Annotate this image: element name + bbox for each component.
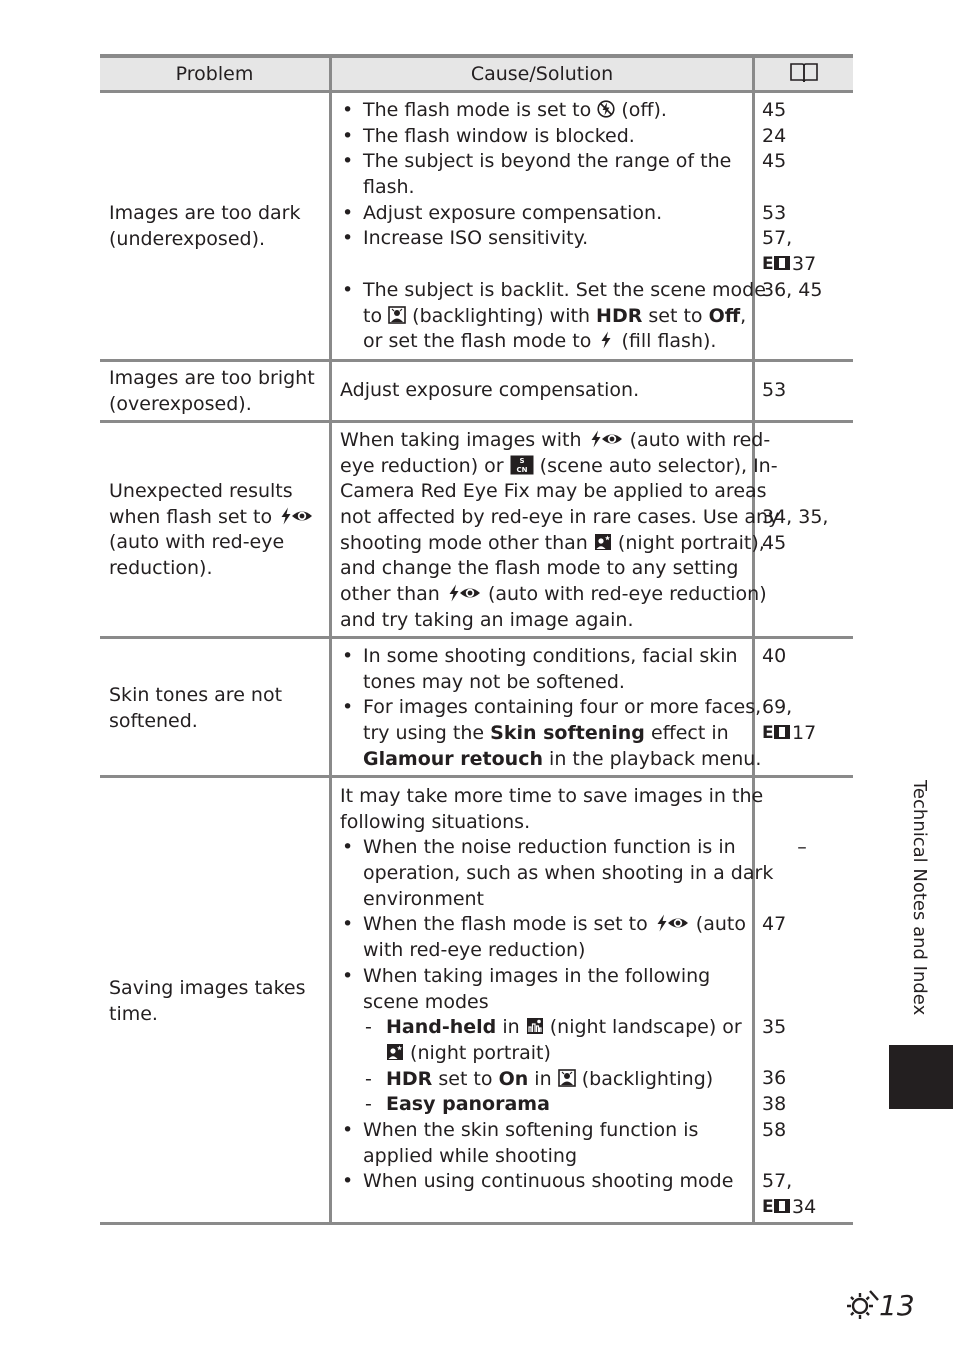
spacer	[762, 1143, 842, 1169]
row2-problem	[109, 366, 315, 417]
auto-red-eye-icon	[278, 507, 314, 525]
list-item: • In some shooting conditions, facial skin	[340, 644, 761, 670]
solution-text: and try taking an image again.	[340, 608, 634, 631]
list-item: • When the skin softening function is	[340, 1118, 773, 1144]
list-item-continued: environment	[363, 887, 485, 910]
svg-text:CN: CN	[516, 465, 528, 474]
row4-problem	[109, 683, 282, 734]
night-landscape-icon	[526, 1017, 544, 1035]
row5-refs	[762, 835, 842, 1220]
list-item: • The flash window is blocked.	[340, 124, 766, 150]
solution-text: and change the flash mode to any setting	[340, 557, 739, 580]
page-ref: E 34	[762, 1195, 817, 1218]
page-ref: E 37	[762, 253, 817, 276]
list-item-continued: flash.	[363, 176, 415, 199]
list-item: • Adjust exposure compensation.	[340, 201, 766, 227]
problem-text: (auto with red-eye	[109, 531, 285, 554]
fill-flash-icon	[597, 331, 615, 349]
list-item: • When the noise reduction function is in	[340, 835, 773, 861]
row1-solution	[340, 98, 766, 355]
page-ref: –	[797, 836, 807, 858]
page-ref: 58	[762, 1118, 787, 1141]
row1-problem	[109, 201, 300, 252]
page-ref: 57,	[762, 1169, 793, 1192]
spacer	[762, 175, 822, 201]
auto-red-eye-icon	[588, 430, 624, 448]
list-item: • When the flash mode is set to (auto	[340, 912, 773, 938]
problem-text: when flash set to	[109, 505, 314, 531]
backlighting-scene-icon	[558, 1069, 576, 1087]
page-ref: 45	[762, 99, 787, 121]
reference-book-icon	[789, 62, 819, 84]
list-item-continued: try using the Skin softening effect in	[363, 722, 729, 745]
page-ref: 36	[762, 1067, 787, 1090]
problem-text: Skin tones are not	[109, 684, 283, 706]
page-ref: 53	[762, 379, 787, 401]
row-separator	[100, 636, 853, 639]
list-item: • When taking images in the following	[340, 964, 773, 990]
page-ref: 47	[762, 913, 787, 936]
list-item-continued: tones may not be softened.	[363, 670, 625, 693]
spacer	[762, 670, 816, 696]
flash-off-icon	[597, 100, 615, 118]
backlighting-scene-icon	[388, 306, 406, 324]
solution-text: other than (auto with red-eye reduction)	[340, 583, 767, 606]
e-reference-icon	[762, 1197, 792, 1215]
list-item-continued: Glamour retouch in the playback menu.	[363, 747, 762, 770]
list-item: • Increase ISO sensitivity.	[340, 226, 766, 252]
row-separator	[100, 359, 853, 362]
problem-text: time.	[109, 1002, 158, 1025]
row-separator	[100, 775, 853, 778]
row4-solution	[340, 644, 761, 772]
problem-text: Images are too bright	[109, 367, 315, 389]
scene-auto-selector-icon	[510, 455, 534, 475]
problem-text: Unexpected results	[109, 480, 293, 502]
sub-list-item: - HDR set to On in (backlighting)	[340, 1067, 773, 1093]
page-ref: 45	[762, 150, 787, 173]
solution-text: When taking images with (auto with red-	[340, 429, 771, 451]
row3-refs	[762, 505, 828, 556]
solution-text: eye reduction) or S CN (scene auto selector), In-	[340, 454, 778, 477]
problem-text: Images are too dark	[109, 202, 301, 224]
night-portrait-icon	[386, 1043, 404, 1061]
header-problem: Problem	[175, 63, 254, 85]
sub-list-item: - Hand-held in (night landscape) or	[340, 1015, 773, 1041]
row4-refs	[762, 644, 816, 747]
e-reference-icon	[762, 723, 792, 741]
row2-solution	[340, 378, 639, 404]
spacer	[762, 963, 842, 989]
spacer	[762, 1041, 842, 1067]
svg-text:E: E	[762, 1196, 774, 1215]
svg-text:E: E	[762, 723, 774, 742]
solution-text: Camera Red Eye Fix may be applied to areas	[340, 480, 767, 503]
page-ref: E 17	[762, 722, 817, 745]
list-item-continued: or set the flash mode to (fill flash).	[363, 330, 717, 353]
list-item-continued: with red-eye reduction)	[363, 939, 586, 962]
header-solution: Cause/Solution	[470, 63, 614, 85]
problem-text: Saving images takes	[109, 977, 306, 999]
page-ref: 35	[762, 1015, 787, 1038]
svg-text:E: E	[762, 254, 774, 273]
spacer	[762, 938, 842, 964]
solution-text: It may take more time to save images in the	[340, 785, 764, 807]
row5-problem	[109, 976, 306, 1027]
page-ref: 38	[762, 1092, 787, 1115]
list-item: • For images containing four or more faces,	[340, 695, 761, 721]
table-bottom-rule	[100, 1222, 853, 1225]
spacer	[340, 252, 766, 278]
spacer	[762, 989, 842, 1015]
row2-refs	[762, 378, 786, 404]
spacer	[762, 886, 842, 912]
problem-text: reduction).	[109, 557, 213, 580]
list-item-continued: to (backlighting) with HDR set to Off,	[363, 304, 747, 327]
page-ref: 69,	[762, 696, 793, 719]
problem-text: (overexposed).	[109, 392, 252, 415]
technical-notes-icon	[845, 1288, 879, 1320]
row-separator	[100, 420, 853, 423]
row3-solution	[340, 428, 779, 634]
page-ref: 45	[762, 531, 787, 554]
problem-text: softened.	[109, 709, 198, 732]
list-item: • The subject is beyond the range of the	[340, 149, 766, 175]
column-divider	[329, 58, 332, 1225]
row3-problem	[109, 479, 314, 582]
header-ref	[755, 58, 853, 90]
list-item: • The subject is backlit. Set the scene mode	[340, 278, 766, 304]
list-item-continued: applied while shooting	[363, 1144, 578, 1167]
solution-text: Adjust exposure compensation.	[340, 379, 640, 401]
page-ref: 57,	[762, 227, 793, 250]
list-item-continued: operation, such as when shooting in a dark	[363, 862, 774, 885]
sub-list-item: - Easy panorama	[340, 1092, 773, 1118]
header-bottom-rule	[100, 90, 853, 93]
row1-refs	[762, 98, 822, 304]
list-item-continued: scene modes	[363, 990, 489, 1013]
page-number-text: 13	[879, 1289, 915, 1322]
page-ref: 36, 45	[762, 278, 823, 301]
e-reference-icon	[762, 254, 792, 272]
solution-text: not affected by red-eye in rare cases. Use any	[340, 506, 780, 529]
problem-text: (underexposed).	[109, 227, 266, 250]
page-ref: 53	[762, 201, 787, 224]
row5-solution	[340, 784, 773, 1195]
solution-text: following situations.	[340, 810, 531, 833]
solution-text: shooting mode other than (night portrait),	[340, 531, 765, 554]
section-tab-marker	[889, 1045, 953, 1109]
section-side-label: Technical Notes and Index	[909, 780, 930, 1016]
spacer	[762, 861, 842, 887]
page-number	[845, 1288, 915, 1323]
auto-red-eye-icon	[654, 914, 690, 932]
night-portrait-icon	[594, 533, 612, 551]
page-ref: 24	[762, 124, 787, 147]
sub-list-item-continued: (night portrait)	[340, 1041, 773, 1067]
auto-red-eye-icon	[446, 584, 482, 602]
svg-text:S: S	[519, 456, 525, 465]
list-item: • When using continuous shooting mode	[340, 1169, 773, 1195]
page-ref: 34, 35,	[762, 506, 829, 528]
page-ref: 40	[762, 645, 787, 667]
list-item: • The flash mode is set to (off).	[340, 98, 766, 124]
